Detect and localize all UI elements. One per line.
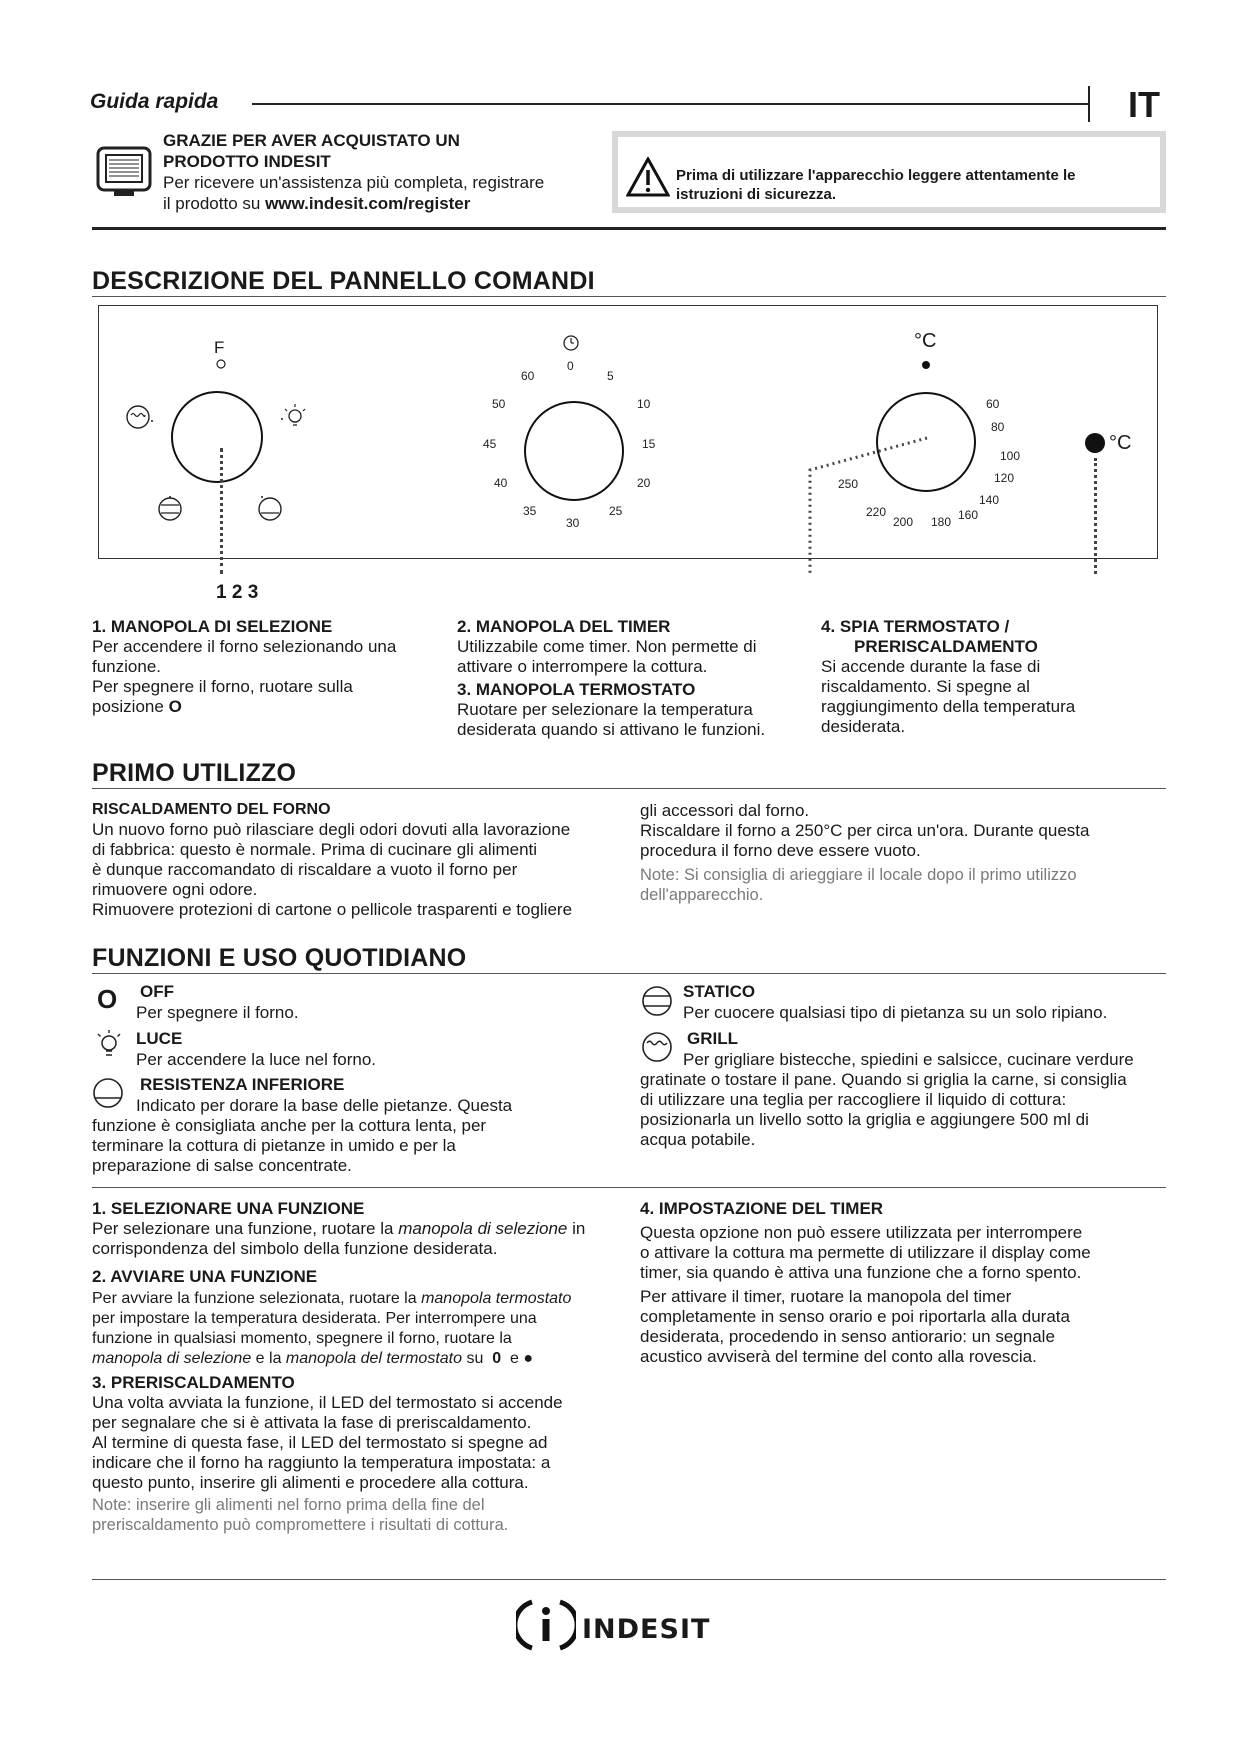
thanks-title-1: GRAZIE PER AVER ACQUISTATO UN — [163, 131, 460, 150]
steps-left — [92, 1199, 632, 1535]
step-3-line: per segnalare che si è attivata la fase di preriscaldamento. — [92, 1413, 532, 1432]
panel-item-1-line: Per spegnere il forno, ruotare sulla — [92, 677, 353, 696]
step-2-emph: manopola termostato — [421, 1290, 572, 1307]
thermostat-top-dot — [922, 361, 930, 369]
panel-item-1-line: Per accendere il forno selezionando una — [92, 637, 397, 656]
panel-item-1-line: funzione. — [92, 657, 161, 676]
timer-mark: 45 — [483, 437, 497, 451]
first-use-note: Note: Si consiglia di arieggiare il locale dopo il primo utilizzo — [640, 866, 1077, 884]
thermostat-mark: 60 — [986, 397, 1000, 411]
step-2-emph: manopola del termostato — [285, 1350, 463, 1367]
step-2-text: su — [462, 1350, 488, 1367]
step-3-line: Al termine di questa fase, il LED del termostato si spegne ad — [92, 1433, 548, 1452]
function-static-name: STATICO — [683, 982, 756, 1001]
thermostat-callout-line — [805, 435, 935, 575]
panel-item-4-line: riscaldamento. Si spegne al — [821, 677, 1030, 696]
function-grill-line: gratinate o tostare il pane. Quando si griglia la carne, si consiglia — [640, 1070, 1127, 1089]
timer-mark: 15 — [642, 437, 656, 451]
step-4-title: 4. IMPOSTAZIONE DEL TIMER — [640, 1199, 884, 1218]
first-use-right — [640, 801, 1166, 905]
step-1-title: 1. SELEZIONARE UNA FUNZIONE — [92, 1199, 365, 1218]
function-grill-text — [640, 1050, 1166, 1150]
static-symbol-icon — [156, 495, 184, 523]
panel-item-3-line: Ruotare per selezionare la temperatura — [457, 700, 753, 719]
selector-top-label: F — [214, 338, 225, 357]
step-1-line — [92, 1219, 632, 1239]
function-grill-line: acqua potabile. — [640, 1130, 756, 1149]
step-4-line: completamente in senso orario e poi riportarla alla durata — [640, 1307, 1070, 1326]
header-bottom-rule — [92, 227, 1166, 230]
grill-symbol-icon — [125, 404, 155, 430]
timer-mark: 35 — [523, 504, 537, 518]
first-use-left — [92, 800, 632, 920]
warning-box — [612, 131, 1166, 213]
timer-mark: 40 — [494, 476, 508, 490]
step-2-line — [92, 1289, 632, 1309]
callout-numbers: 1 2 3 — [216, 582, 259, 603]
step-4-line: acustico avviserà del termine del conto alla rovescia. — [640, 1347, 1037, 1366]
panel-item-4-line: raggiungimento della temperatura — [821, 697, 1076, 716]
first-use-line: Rimuovere protezioni di cartone o pellicole trasparenti e togliere — [92, 900, 573, 919]
thanks-title-2: PRODOTTO INDESIT — [163, 152, 331, 171]
static-function-icon — [640, 984, 674, 1018]
thermostat-mark: 80 — [991, 420, 1005, 434]
first-use-line: di fabbrica: questo è normale. Prima di cucinare gli alimenti — [92, 840, 538, 859]
step-2-text: Per avviare la funzione selezionata, ruotare la — [92, 1290, 422, 1307]
functions-bottom-rule — [92, 1187, 1166, 1188]
timer-mark: 10 — [637, 397, 651, 411]
panel-item-2-line: attivare o interrompere la cottura. — [457, 657, 708, 676]
functions-rule — [92, 973, 1166, 974]
function-bottom-heat-line: preparazione di salse concentrate. — [92, 1156, 352, 1175]
timer-mark: 0 — [567, 359, 574, 373]
register-link[interactable]: www.indesit.com/register — [265, 194, 471, 213]
function-bottom-heat-line: terminare la cottura di pietanze in umido e per la — [92, 1136, 456, 1155]
panel-item-4-line: Si accende durante la fase di — [821, 657, 1041, 676]
off-position-icon: 0 — [487, 1350, 506, 1367]
guide-title: Guida rapida — [90, 90, 219, 113]
function-grill-line: posizionarla un livello sotto la griglia e aggiungere 500 ml di — [640, 1110, 1089, 1129]
panel-item-2-title: 2. MANOPOLA DEL TIMER — [457, 617, 671, 636]
panel-item-2 — [457, 617, 807, 740]
step-1-line: corrispondenza del simbolo della funzione desiderata. — [92, 1239, 498, 1258]
warning-line-1: Prima di utilizzare l'apparecchio leggere attentamente le — [676, 167, 1076, 184]
monitor-icon — [96, 146, 152, 198]
first-use-line: Riscaldare il forno a 250°C per circa un'ora. Durante questa — [640, 821, 1090, 840]
functions-title: FUNZIONI E USO QUOTIDIANO — [92, 944, 467, 972]
register-prefix: il prodotto su — [163, 194, 266, 213]
thermostat-mark: 120 — [994, 471, 1015, 485]
timer-mark: 20 — [637, 476, 651, 490]
first-use-rule — [92, 788, 1166, 789]
panel-item-4-title: 4. SPIA TERMOSTATO / — [821, 617, 1010, 636]
indesit-logo — [516, 1598, 710, 1652]
step-3-note: Note: inserire gli alimenti nel forno prima della fine del — [92, 1496, 485, 1514]
off-symbol-icon: O — [97, 984, 118, 1014]
first-use-subtitle: RISCALDAMENTO DEL FORNO — [92, 801, 331, 818]
step-1-emph: manopola di selezione — [398, 1219, 568, 1238]
function-static-desc: Per cuocere qualsiasi tipo di pietanza su un solo ripiano. — [683, 1003, 1108, 1022]
panel-title-rule — [92, 296, 1166, 297]
thermostat-mark: 220 — [866, 505, 887, 519]
thermostat-mark: 180 — [931, 515, 952, 529]
step-2-line: per impostare la temperatura desiderata. Per interrompere una — [92, 1310, 537, 1327]
thermostat-mark: 100 — [1000, 449, 1021, 463]
off-position-icon: Ο — [168, 697, 182, 716]
step-3-line: Una volta avviata la funzione, il LED del termostato si accende — [92, 1393, 563, 1412]
panel-item-1-position: posizione — [92, 697, 164, 716]
function-bottom-heat-line: funzione è consigliata anche per la cottura lenta, per — [92, 1116, 487, 1135]
thanks-text: Per ricevere un'assistenza più completa, registrare — [163, 173, 545, 192]
header-rule-end — [1088, 86, 1090, 122]
step-2-line: funzione in qualsiasi momento, spegnere il forno, ruotare la — [92, 1330, 512, 1347]
function-grill-line: Per grigliare bistecche, spiedini e salsicce, cucinare verdure — [683, 1050, 1134, 1069]
timer-knob[interactable] — [524, 401, 624, 501]
panel-item-4 — [821, 617, 1166, 737]
footer-rule — [92, 1579, 1166, 1580]
panel-item-3-line: desiderata quando si attivano le funzioni. — [457, 720, 766, 739]
panel-item-3-title: 3. MANOPOLA TERMOSTATO — [457, 680, 696, 699]
indesit-logo-mark-icon — [516, 1598, 576, 1652]
panel-title: DESCRIZIONE DEL PANNELLO COMANDI — [92, 267, 595, 295]
timer-mark: 30 — [566, 516, 580, 530]
function-bottom-heat-text — [92, 1096, 632, 1176]
first-use-line: gli accessori dal forno. — [640, 801, 810, 820]
step-2-title: 2. AVVIARE UNA FUNZIONE — [92, 1267, 318, 1286]
light-off-mark-icon — [215, 358, 227, 370]
language-code: IT — [1128, 84, 1160, 125]
function-off-desc: Per spegnere il forno. — [136, 1003, 299, 1022]
step-1-text: in — [567, 1219, 586, 1238]
step-3-line: questo punto, inserire gli alimenti e procedere alla cottura. — [92, 1473, 529, 1492]
panel-item-1-title: 1. MANOPOLA DI SELEZIONE — [92, 617, 333, 636]
indesit-wordmark: indesit — [582, 1603, 711, 1647]
lamp-celsius: °C — [1109, 432, 1132, 454]
step-4-line: Questa opzione non può essere utilizzata per interrompere — [640, 1223, 1083, 1242]
step-4-line: timer, sia quando è attiva una funzione che a forno spento. — [640, 1263, 1082, 1282]
step-3-line: indicare che il forno ha raggiunto la temperatura impostata: a — [92, 1453, 551, 1472]
step-2-text: e — [505, 1350, 524, 1367]
step-4-line: Per attivare il timer, ruotare la manopola del timer — [640, 1287, 1012, 1306]
function-off-name: OFF — [140, 982, 174, 1001]
light-symbol-icon — [279, 402, 309, 430]
header-rule — [252, 103, 1090, 105]
function-light-name: LUCE — [136, 1029, 183, 1048]
step-2-line — [92, 1349, 632, 1369]
timer-mark: 5 — [607, 369, 614, 383]
first-use-line: Un nuovo forno può rilasciare degli odori dovuti alla lavorazione — [92, 820, 571, 839]
step-4-line: o attivare la cottura ma permette di utilizzare il display come — [640, 1243, 1091, 1262]
warning-triangle-icon — [626, 157, 670, 197]
panel-item-1-line — [92, 697, 432, 717]
step-1-text: Per selezionare una funzione, ruotare la — [92, 1219, 399, 1238]
timer-mark: 60 — [521, 369, 535, 383]
thermostat-lamp — [1085, 433, 1105, 453]
thermostat-top-celsius: °C — [914, 330, 937, 352]
function-light-desc: Per accendere la luce nel forno. — [136, 1050, 377, 1069]
first-use-title: PRIMO UTILIZZO — [92, 759, 297, 787]
selector-callout-line — [220, 448, 223, 574]
thermostat-mark: 140 — [979, 493, 1000, 507]
function-bottom-heat-line: Indicato per dorare la base delle pietanze. Questa — [136, 1096, 513, 1115]
thermostat-mark: 250 — [838, 477, 859, 491]
panel-item-1 — [92, 617, 432, 717]
step-2-emph: manopola di selezione — [92, 1350, 252, 1367]
step-3-note: preriscaldamento può compromettere i risultati di cottura. — [92, 1516, 509, 1534]
step-3-title: 3. PRERISCALDAMENTO — [92, 1373, 295, 1392]
function-grill-line: di utilizzare una teglia per raccogliere il liquido di cottura: — [640, 1090, 1067, 1109]
bottom-heat-symbol-icon — [256, 495, 284, 523]
light-function-icon — [94, 1028, 124, 1060]
function-grill-name: GRILL — [687, 1029, 738, 1048]
timer-mark: 50 — [492, 397, 506, 411]
panel-item-4-title-2: PRERISCALDAMENTO — [854, 637, 1038, 656]
thermostat-zero-icon: ● — [523, 1350, 534, 1367]
steps-right — [640, 1199, 1166, 1367]
panel-item-2-line: Utilizzabile come timer. Non permette di — [457, 637, 757, 656]
function-bottom-heat-name: RESISTENZA INFERIORE — [140, 1075, 345, 1094]
timer-clock-icon — [562, 334, 580, 352]
lamp-callout-line — [1094, 458, 1097, 574]
step-2-text: e la — [251, 1350, 286, 1367]
first-use-line: è dunque raccomandato di riscaldare a vuoto il forno per — [92, 860, 518, 879]
panel-item-4-line: desiderata. — [821, 717, 906, 736]
thermostat-mark: 200 — [893, 515, 914, 529]
step-4-line: desiderata, procedendo in senso antiorario: un segnale — [640, 1327, 1055, 1346]
thermostat-mark: 160 — [958, 508, 979, 522]
first-use-line: rimuovere ogni odore. — [92, 880, 258, 899]
thanks-text-2 — [163, 194, 470, 214]
timer-mark: 25 — [609, 504, 623, 518]
first-use-note: dell'apparecchio. — [640, 886, 764, 904]
first-use-line: procedura il forno deve essere vuoto. — [640, 841, 921, 860]
warning-line-2: istruzioni di sicurezza. — [676, 186, 837, 203]
selector-knob[interactable] — [171, 391, 263, 483]
